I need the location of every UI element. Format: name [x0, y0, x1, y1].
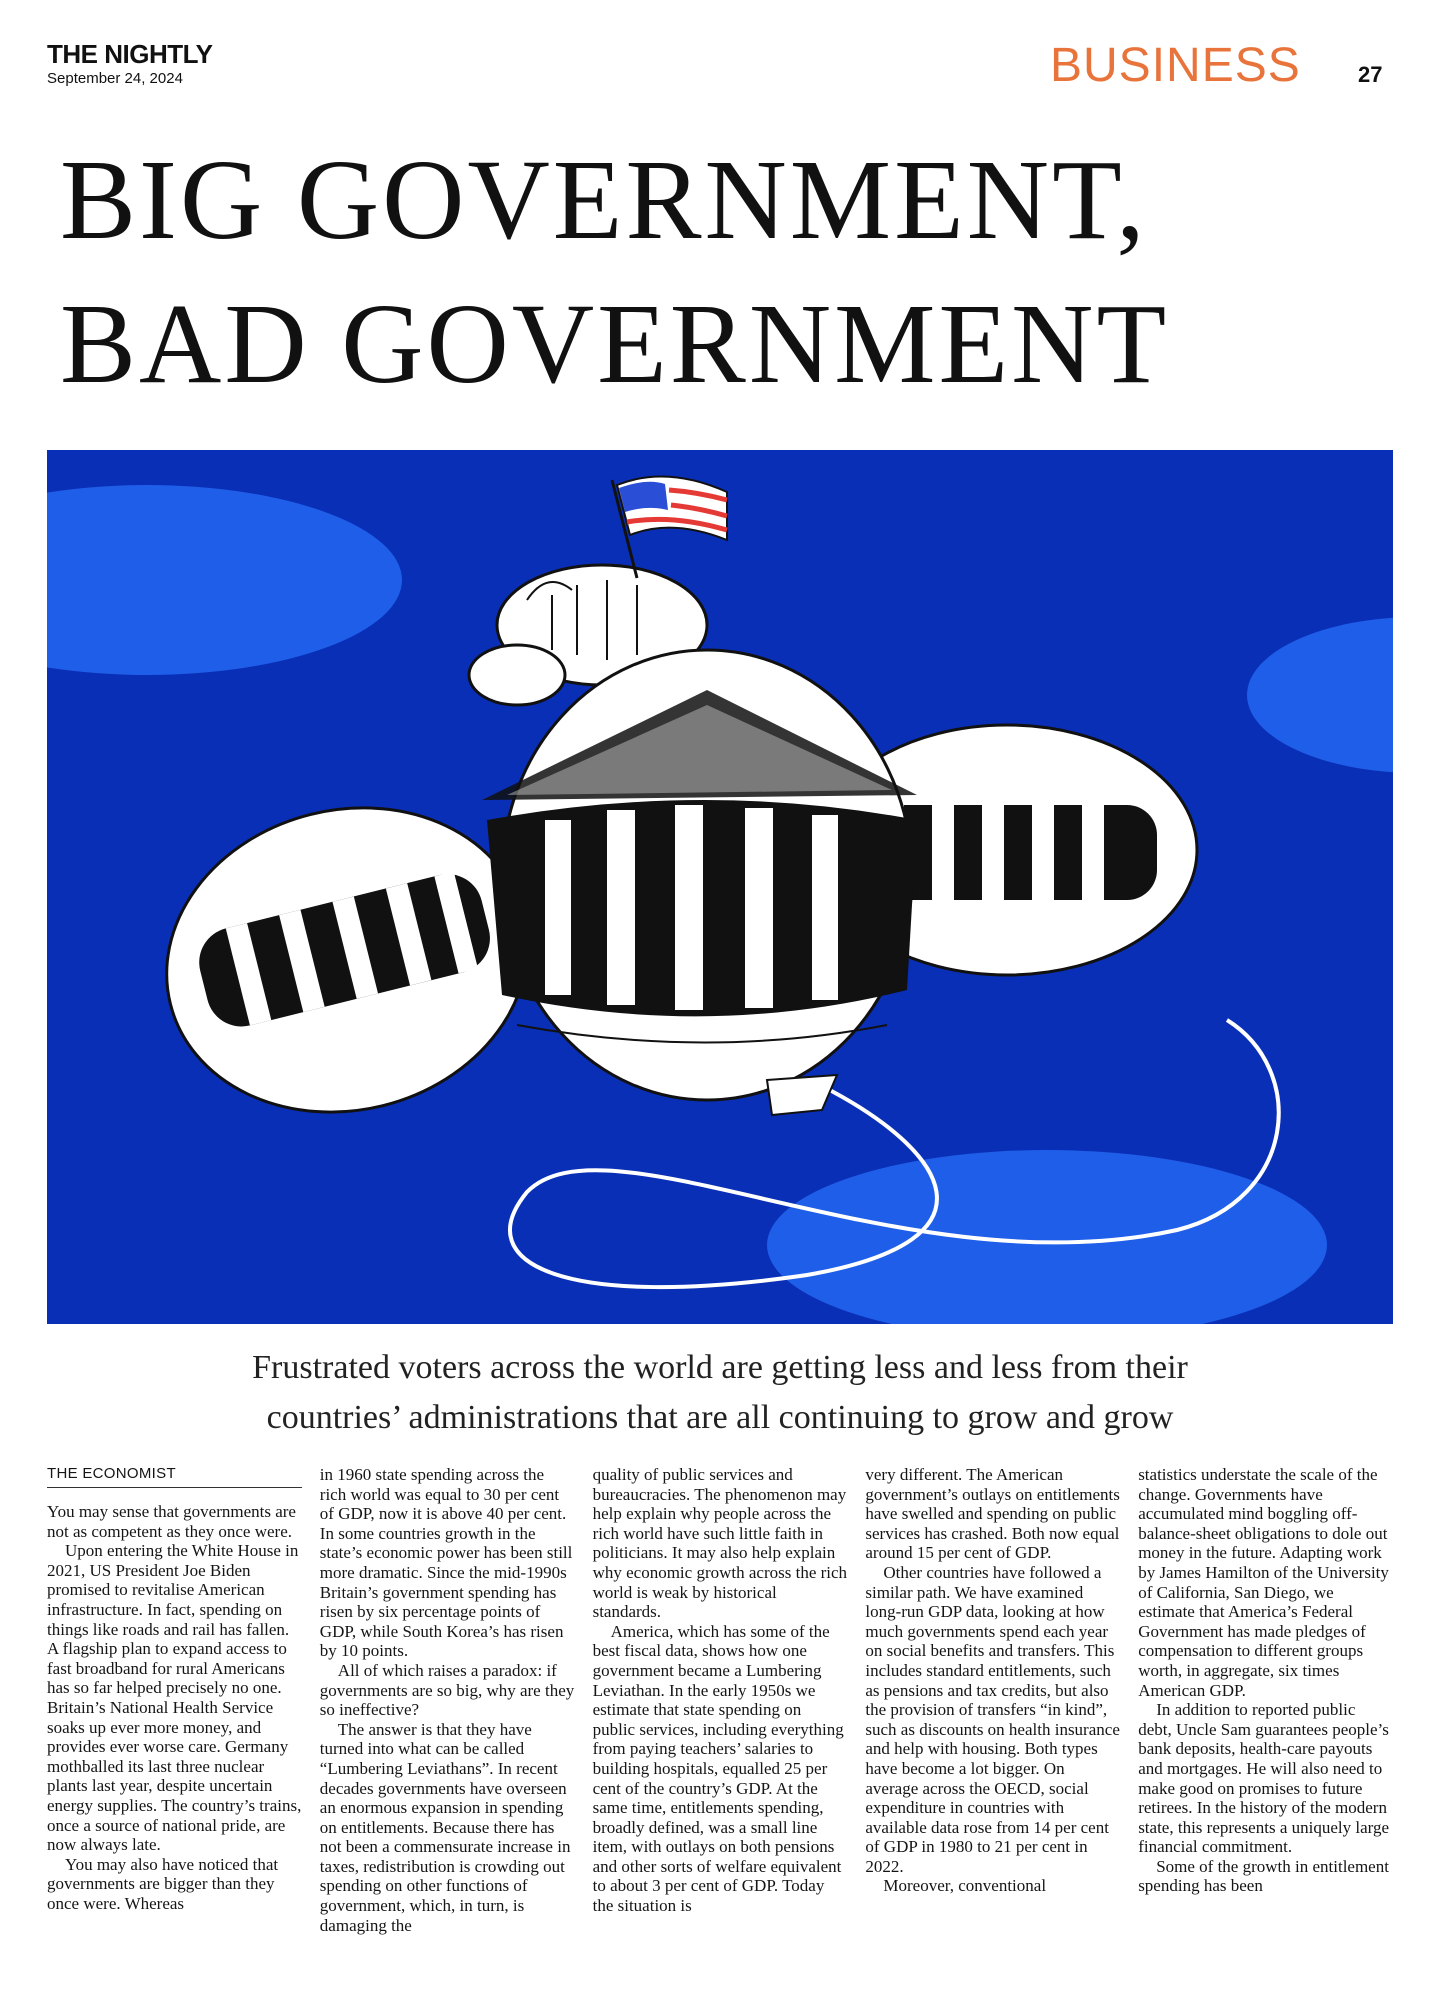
standfirst — [60, 1343, 1380, 1443]
paragraph: The answer is that they have turned into what can be called “Lumbering Leviathans”. In recent decades governments have overseen an enormous expansion in spending on entitlements. Because there has not been a commensurate increase in taxes, redistribution is crowding out spending on other functions of government, which, in turn, is damaging the — [319, 1719, 571, 1935]
paragraph: You may also have noticed that governments are bigger than they once were. Whereas — [47, 1854, 279, 1913]
headline-line-2: BAD GOVERNMENT — [60, 280, 1170, 407]
issue-date: September 24, 2024 — [47, 70, 183, 87]
paragraph: Upon entering the White House in 2021, US President Joe Biden promised to revitalise American infrastructure. In fact, spending on things like roads and rail has fallen. A flagship plan to expand access to fast broadband for rural Americans has so far helped precisely no one. Britain’s National Health Service soaks up ever more money, and provides ever worse care. Germany mothballed its last three nuclear plants last year, despite uncertain energy supplies. The country’s trains, once a source of national pride, are now always late. — [47, 1541, 302, 1855]
paragraph: in 1960 state spending across the rich world was equal to 30 per cent of GDP, now it is above 40 per cent. In some countries growth in the state’s economic power has been still more dramatic. Since the mid-1990s Britain’s government spending has risen by six percentage points of GDP, while South Korea’s has risen by 10 points. — [319, 1465, 573, 1661]
section-label: BUSINESS — [1050, 39, 1301, 92]
paragraph: Moreover, conventional — [883, 1876, 1047, 1896]
article-column-3 — [593, 1465, 848, 1935]
article-column-1 — [47, 1465, 302, 1935]
paragraph: You may sense that governments are not as competent as they once were. — [47, 1502, 296, 1541]
cloud-shape-bottom — [767, 1150, 1327, 1324]
headline-line-1: BIG GOVERNMENT, — [60, 136, 1148, 263]
paragraph: All of which raises a paradox: if governments are so big, why are they so ineffective? — [319, 1660, 575, 1720]
page-number: 27 — [1358, 62, 1383, 87]
article-source: THE ECONOMIST — [47, 1465, 302, 1488]
paragraph: quality of public services and bureaucracies. The phenomenon may help explain why people across the rich world have such little faith in politicians. It may also help explain why economic growth across the rich world is weak by historical standards. — [592, 1465, 848, 1622]
article-column-5 — [1138, 1465, 1393, 1935]
article-column-4 — [865, 1465, 1120, 1935]
cloud-shape-left — [47, 485, 402, 675]
standfirst-line-2: countries’ administrations that are all continuing to grow and grow — [266, 1399, 1174, 1436]
paragraph: very different. The American government’s outlays on entitlements have swelled and spending on public services has crashed. Both now equal around 15 per cent of GDP. — [865, 1465, 1120, 1563]
paragraph: Some of the growth in entitlement spending has been — [1138, 1856, 1389, 1896]
article-column-2 — [320, 1465, 575, 1935]
paragraph: statistics understate the scale of the change. Governments have accumulated mind boggling off-balance-sheet obligations to dole out money in the future. Adapting work by James Hamilton of the University of California, San Diego, we estimate that America’s Federal Government has made pledges of compensation to different groups worth, in aggregate, six times American GDP. — [1138, 1465, 1389, 1700]
standfirst-line-1: Frustrated voters across the world are getting less and less from their — [252, 1349, 1188, 1386]
paragraph: In addition to reported public debt, Uncle Sam guarantees people’s bank deposits, health-care payouts and mortgages. He will also need to make good on promises to future retirees. In the history of the modern state, this represents a uniquely large financial commitment. — [1138, 1700, 1390, 1857]
headline — [60, 128, 1400, 416]
article-body — [47, 1465, 1393, 1935]
masthead — [47, 40, 212, 88]
hero-illustration — [47, 450, 1393, 1324]
central-balloon — [482, 650, 917, 1115]
paragraph: America, which has some of the best fiscal data, shows how one government became a Lumbering Leviathan. In the early 1950s we estimate that state spending on public services, including everything from paying teachers’ salaries to building hospitals, equalled 25 per cent of the country’s GDP. At the same time, entitlements spending, broadly defined, was a small line item, with outlays on both pensions and other sorts of welfare equivalent to about 3 per cent of GDP. Today the situation is — [592, 1621, 844, 1916]
paragraph: Other countries have followed a similar path. We have examined long-run GDP data, looking at how much governments spend each year on social benefits and transfers. This includes standard entitlements, such as pensions and tax credits, but also the provision of transfers “in kind”, such as discounts on health insurance and help with housing. Both types have become a lot bigger. On average across the OECD, social expenditure in countries with available data rose from 14 per cent of GDP in 1980 to 21 per cent in 2022. — [865, 1562, 1120, 1876]
capitol-balloon-illustration — [47, 450, 1393, 1324]
publication-logo: THE NIGHTLY — [47, 39, 213, 69]
us-flag-icon — [612, 476, 727, 578]
cloud-shape-right — [1247, 617, 1393, 773]
